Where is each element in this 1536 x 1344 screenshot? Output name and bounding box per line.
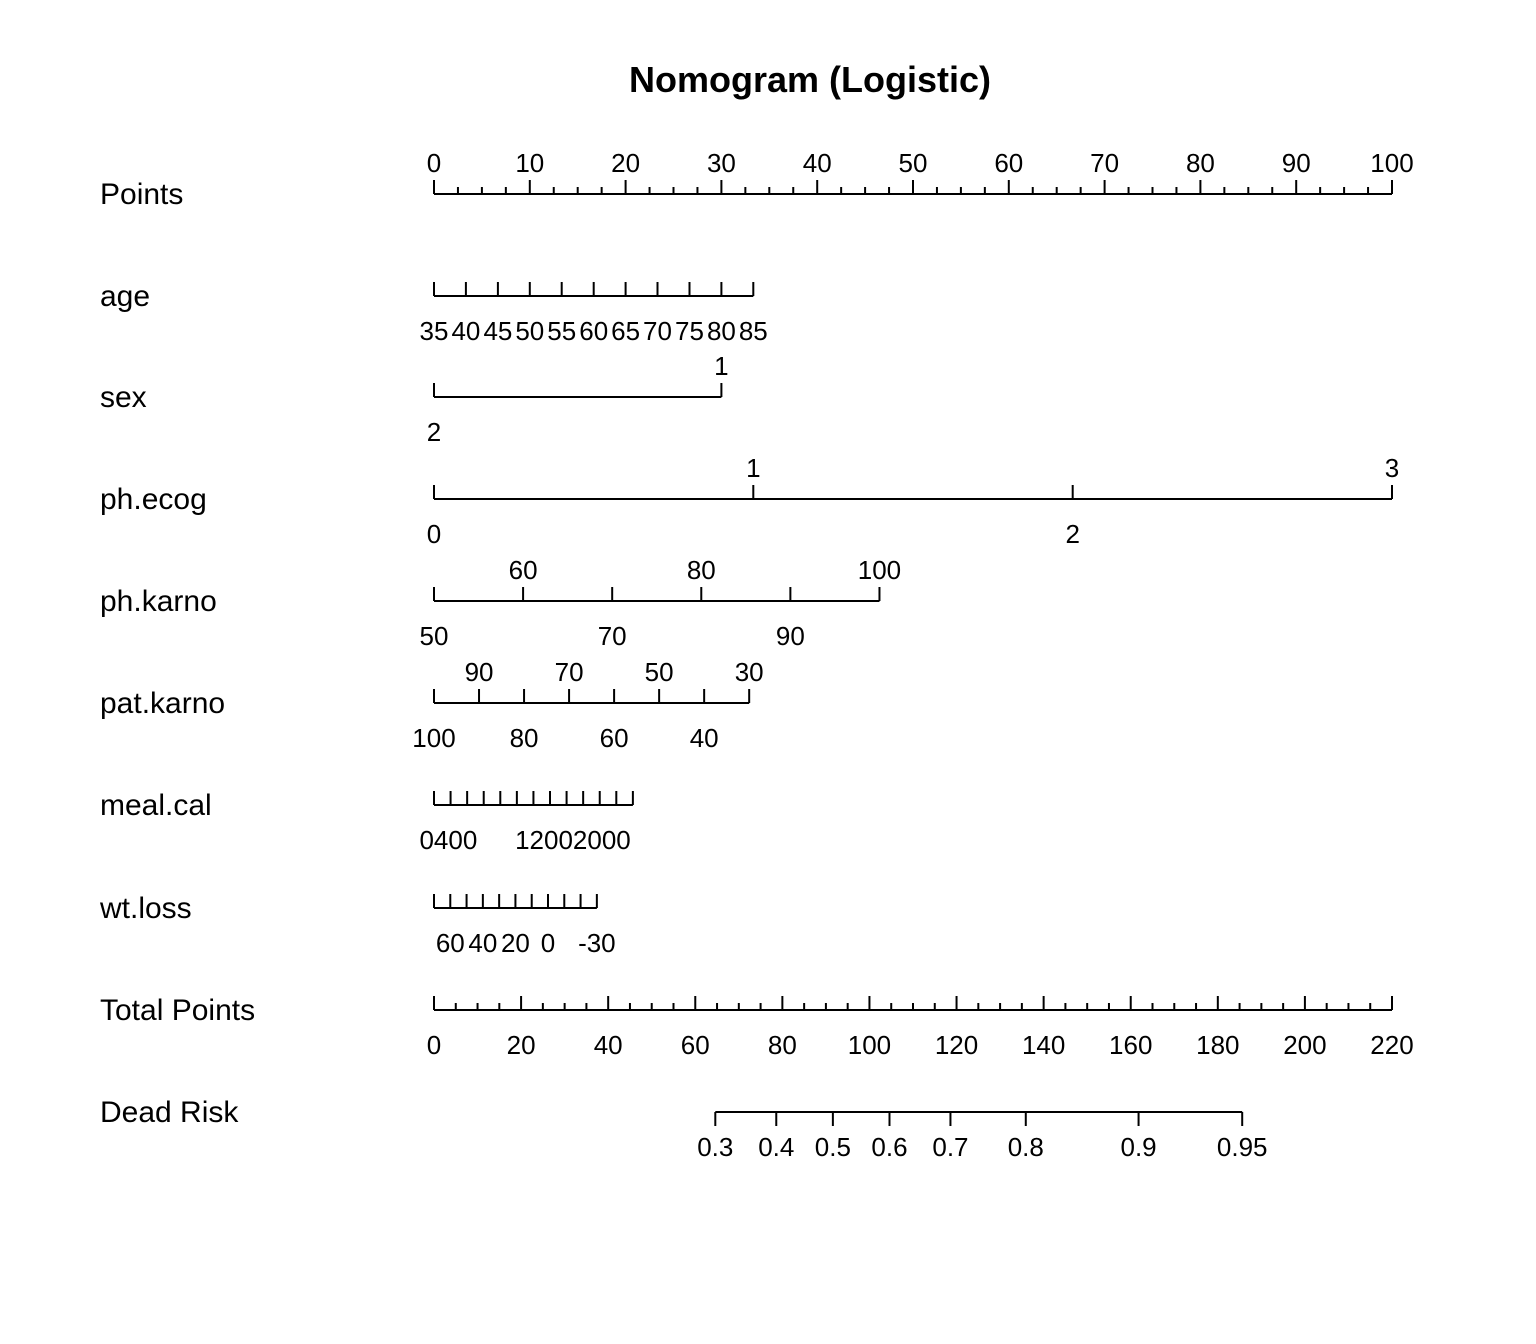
tick-label-points: 80 xyxy=(1185,148,1215,178)
tick-label-pat-karno: 90 xyxy=(464,657,494,687)
tick-label-wt-loss: -30 xyxy=(578,928,616,958)
tick-label-points: 40 xyxy=(802,148,832,178)
tick-label-points: 50 xyxy=(898,148,928,178)
tick-label-total-points: 100 xyxy=(847,1030,892,1060)
tick-label-dead-risk: 0.6 xyxy=(871,1132,908,1162)
row-label-points: Points xyxy=(100,178,184,211)
tick-label-meal-cal: 12002000 xyxy=(515,825,631,855)
tick-label-total-points: 80 xyxy=(767,1030,797,1060)
tick-label-age: 45 xyxy=(483,316,513,346)
chart-title: Nomogram (Logistic) xyxy=(628,59,992,100)
tick-label-age: 70 xyxy=(643,316,672,346)
tick-label-ph-ecog: 2 xyxy=(1065,519,1080,549)
tick-label-total-points: 180 xyxy=(1196,1030,1240,1060)
row-label-age: age xyxy=(100,280,151,313)
tick-label-ph-karno: 100 xyxy=(857,555,902,585)
tick-label-dead-risk: 0.9 xyxy=(1120,1132,1157,1162)
tick-label-age: 80 xyxy=(706,316,736,346)
tick-label-points: 10 xyxy=(515,148,545,178)
tick-label-pat-karno: 70 xyxy=(554,657,584,687)
tick-label-sex: 1 xyxy=(714,351,729,381)
tick-label-pat-karno: 60 xyxy=(599,723,629,753)
row-label-sex: sex xyxy=(100,381,147,414)
tick-label-age: 55 xyxy=(547,316,577,346)
tick-label-wt-loss: 0 xyxy=(540,928,556,958)
tick-label-ph-karno: 90 xyxy=(775,621,805,651)
tick-label-dead-risk: 0.95 xyxy=(1216,1132,1268,1162)
tick-label-sex: 2 xyxy=(426,417,442,447)
tick-label-ph-karno: 50 xyxy=(419,621,449,651)
tick-label-total-points: 200 xyxy=(1283,1030,1327,1060)
tick-label-wt-loss: 40 xyxy=(468,928,498,958)
tick-label-total-points: 20 xyxy=(506,1030,536,1060)
tick-label-total-points: 120 xyxy=(934,1030,979,1060)
tick-label-age: 65 xyxy=(611,316,641,346)
tick-label-dead-risk: 0.3 xyxy=(697,1132,734,1162)
tick-label-points: 70 xyxy=(1090,148,1120,178)
tick-label-total-points: 0 xyxy=(426,1030,442,1060)
tick-label-wt-loss: 60 xyxy=(435,928,465,958)
tick-label-age: 40 xyxy=(451,316,481,346)
tick-label-age: 85 xyxy=(738,316,768,346)
tick-label-dead-risk: 0.4 xyxy=(758,1132,795,1162)
row-label-total-points: Total Points xyxy=(100,994,256,1027)
tick-label-age: 35 xyxy=(419,316,449,346)
tick-label-dead-risk: 0.5 xyxy=(814,1132,851,1162)
tick-label-age: 50 xyxy=(515,316,545,346)
tick-label-ph-ecog: 0 xyxy=(426,519,442,549)
tick-label-ph-karno: 80 xyxy=(686,555,716,585)
tick-label-points: 100 xyxy=(1370,148,1414,178)
row-label-dead-risk: Dead Risk xyxy=(100,1096,239,1129)
tick-label-total-points: 220 xyxy=(1370,1030,1414,1060)
tick-label-points: 90 xyxy=(1281,148,1311,178)
row-label-ph-ecog: ph.ecog xyxy=(100,483,207,516)
tick-label-wt-loss: 20 xyxy=(500,928,530,958)
tick-label-dead-risk: 0.8 xyxy=(1007,1132,1044,1162)
tick-label-total-points: 160 xyxy=(1109,1030,1153,1060)
tick-label-total-points: 140 xyxy=(1021,1030,1066,1060)
tick-label-pat-karno: 80 xyxy=(509,723,539,753)
tick-label-pat-karno: 40 xyxy=(689,723,719,753)
tick-label-dead-risk: 0.7 xyxy=(932,1132,969,1162)
tick-label-age: 60 xyxy=(579,316,609,346)
tick-label-total-points: 60 xyxy=(680,1030,710,1060)
tick-label-points: 20 xyxy=(611,148,641,178)
tick-label-ph-karno: 60 xyxy=(508,555,538,585)
tick-label-ph-karno: 70 xyxy=(597,621,627,651)
nomogram-rows xyxy=(99,148,1414,1162)
tick-label-points: 30 xyxy=(706,148,736,178)
tick-label-age: 75 xyxy=(675,316,704,346)
tick-label-points: 60 xyxy=(994,148,1024,178)
row-label-pat-karno: pat.karno xyxy=(100,687,226,720)
tick-label-meal-cal: 0400 xyxy=(419,825,478,855)
tick-label-ph-ecog: 3 xyxy=(1384,453,1400,483)
tick-label-points: 0 xyxy=(426,148,442,178)
tick-label-pat-karno: 50 xyxy=(644,657,674,687)
tick-label-pat-karno: 100 xyxy=(412,723,456,753)
row-label-ph-karno: ph.karno xyxy=(100,585,217,618)
row-label-meal-cal: meal.cal xyxy=(100,789,212,822)
row-label-wt-loss: wt.loss xyxy=(100,892,192,925)
tick-label-pat-karno: 30 xyxy=(734,657,764,687)
tick-label-total-points: 40 xyxy=(593,1030,623,1060)
tick-label-ph-ecog: 1 xyxy=(746,453,761,483)
